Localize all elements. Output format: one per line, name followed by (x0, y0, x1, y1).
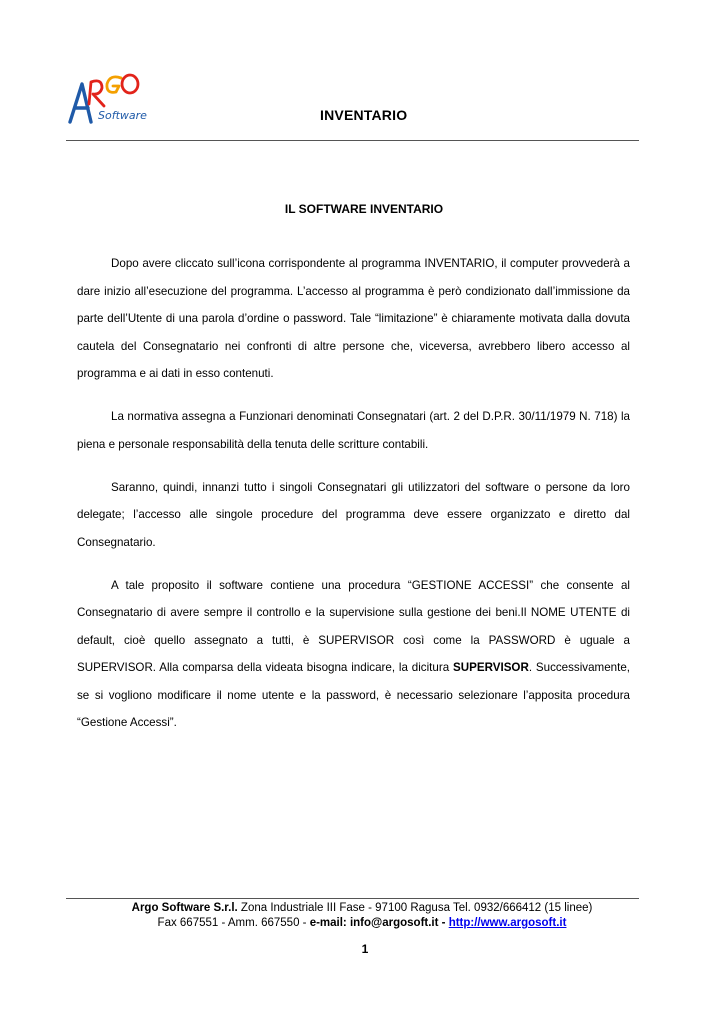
paragraph-4 (77, 572, 630, 737)
paragraph-4-text-end: . Successivamente, se si vogliono modificare il nome utente e la password, è necessario selezionare l’apposita procedura “Gestione Accessi”. (77, 661, 630, 729)
footer-line-1 (0, 901, 724, 916)
paragraph-1: Dopo avere cliccato sull’icona corrispondente al programma INVENTARIO, il computer provvederà a dare inizio all’esecuzione del programma. L’accesso al programma è però condizionato dall’immissione da parte dell’Utente di una parola d’ordine o password. Tale “limitazione” è chiaramente motivata dalla dovuta cautela del Consegnatario nei confronti di altre persone che, viceversa, avrebbero libero accesso al programma e ai dati in esso contenuti. (77, 257, 630, 380)
footer (0, 901, 724, 931)
footer-website-link[interactable]: http://www.argosoft.it (448, 917, 567, 929)
paragraph-4-bold-term: SUPERVISOR (453, 661, 529, 674)
paragraph-4-text-start: A tale proposito il software contiene una procedura “GESTIONE ACCESSI” che consente al Consegnatario di avere sempre il controllo e la supervisione sulla gestione dei beni.Il NOME UTENTE di default, cioè quello assegnato a tutti, è SUPERVISOR così come la PASSWORD è uguale a SUPERVISOR. Alla comparsa della videata bisogna indicare, la dicitura (77, 578, 630, 674)
footer-company: Argo Software S.r.l. (131, 902, 238, 914)
footer-email: e-mail: info@argosoft.it - (309, 917, 449, 929)
logo-letter-g (107, 77, 121, 92)
header-divider (66, 140, 639, 141)
footer-divider (66, 898, 639, 899)
body-text (77, 250, 630, 752)
section-title: IL SOFTWARE INVENTARIO (284, 202, 444, 216)
paragraph-3: Saranno, quindi, innanzi tutto i singoli Consegnatari gli utilizzatori del software o persone da loro delegate; l’accesso alle singole procedure del programma deve essere organizzato e diretto dal Consegnatario. (77, 480, 630, 549)
argo-software-logo (64, 66, 164, 128)
page-number: 1 (361, 942, 369, 956)
footer-fax: Fax 667551 - Amm. 667550 - (157, 917, 310, 929)
footer-address: Zona Industriale III Fase - 97100 Ragusa Tel. 0932/666412 (15 linee) (237, 902, 593, 914)
logo-letter-r (89, 81, 104, 106)
paragraph-2: La normativa assegna a Funzionari denominati Consegnatari (art. 2 del D.P.R. 30/11/1979 N. 718) la piena e personale responsabilità della tenuta delle scritture contabili. (77, 410, 630, 451)
logo-letter-o (122, 75, 138, 93)
page-title: INVENTARIO (320, 107, 408, 123)
logo-subtitle: Software (98, 109, 147, 122)
footer-line-2 (0, 916, 724, 931)
